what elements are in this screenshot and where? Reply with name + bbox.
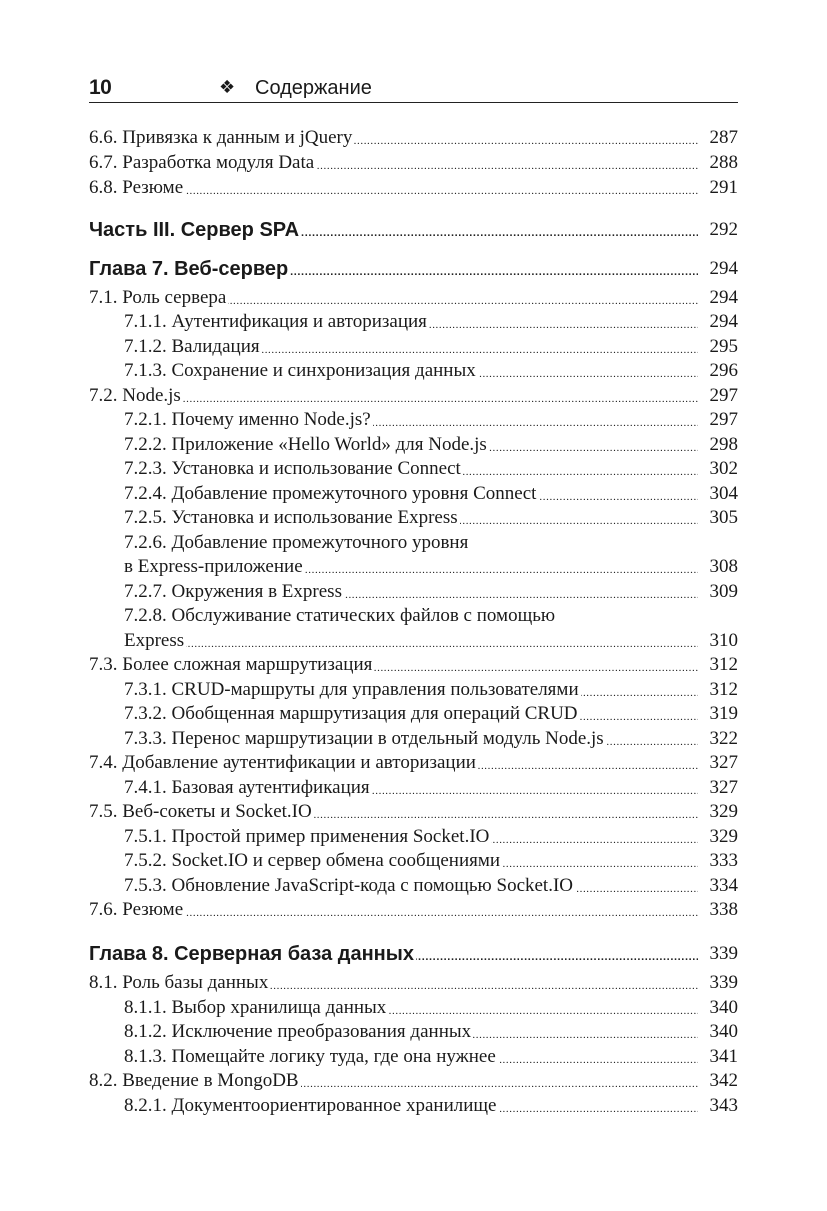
- toc-page-number: 312: [700, 653, 738, 677]
- toc-entry[interactable]: [89, 751, 738, 775]
- toc-subentry-line1[interactable]: 7.2.6. Добавление промежуточного уровня: [124, 532, 469, 553]
- toc-label: [124, 506, 698, 530]
- toc-entry[interactable]: [89, 653, 738, 677]
- toc-page-number: 297: [700, 384, 738, 408]
- toc-entry[interactable]: [89, 971, 738, 995]
- toc-chapter-heading[interactable]: [89, 257, 738, 281]
- toc-subentry[interactable]: [89, 1020, 738, 1044]
- toc-subentry[interactable]: [89, 433, 738, 457]
- toc-page-number: 296: [700, 359, 738, 383]
- toc-label: [124, 727, 698, 751]
- toc-page-number: 304: [700, 482, 738, 506]
- toc-page-number: 339: [700, 971, 738, 995]
- toc-subentry-line1[interactable]: 7.2.8. Обслуживание статических файлов с помощью: [124, 605, 556, 626]
- toc-page-number: 312: [700, 678, 738, 702]
- toc-subentry[interactable]: [89, 482, 738, 506]
- toc-label-text: в Express-приложение: [124, 556, 303, 577]
- toc-label-text: 7.4. Добавление аутентификации и авторизации: [89, 752, 476, 773]
- toc-subentry[interactable]: [89, 629, 738, 653]
- toc-label: [124, 629, 698, 653]
- toc-label-text: Глава 7. Веб-сервер: [89, 258, 289, 280]
- toc-label-text: 8.1.2. Исключение преобразования данных: [124, 1021, 472, 1042]
- toc-page-number: 327: [700, 776, 738, 800]
- toc-label-text: 8.1.3. Помещайте логику туда, где она нужнее: [124, 1046, 496, 1067]
- toc-label-text: 8.1. Роль базы данных: [89, 972, 269, 993]
- toc-label-text: 7.3. Более сложная маршрутизация: [89, 654, 373, 675]
- toc-label-text: Часть III. Сервер SPA: [89, 219, 300, 241]
- toc-subentry[interactable]: [89, 408, 738, 432]
- toc-page-number: 287: [700, 126, 738, 150]
- toc-label: [124, 408, 698, 432]
- toc-entry[interactable]: [89, 800, 738, 824]
- toc-page-number: 291: [700, 176, 738, 200]
- toc-label: [89, 942, 698, 966]
- toc-label: [124, 555, 698, 579]
- toc-label-text: 8.2.1. Документоориентированное хранилище: [124, 1095, 497, 1116]
- toc-label: [124, 996, 698, 1020]
- toc-label-text: 6.8. Резюме: [89, 177, 184, 198]
- toc-page-number: 329: [700, 800, 738, 824]
- toc-label-text: 7.2.4. Добавление промежуточного уровня Connect: [124, 483, 537, 504]
- toc-page-number: 339: [700, 942, 738, 966]
- toc-page-number: 327: [700, 751, 738, 775]
- toc-label-text: 6.6. Привязка к данным и jQuery: [89, 127, 353, 148]
- four-diamond-ornament-icon: ❖: [219, 77, 236, 97]
- toc-entry[interactable]: [89, 176, 738, 200]
- toc-entry[interactable]: [89, 898, 738, 922]
- toc-label-text: 7.1.2. Валидация: [124, 336, 260, 357]
- toc-page-number: 308: [700, 555, 738, 579]
- toc-page-number: 334: [700, 874, 738, 898]
- toc-label: [89, 151, 698, 175]
- toc-label: [89, 218, 698, 242]
- toc-label-text: 7.5.2. Socket.IO и сервер обмена сообщениями: [124, 850, 501, 871]
- toc-page-number: 319: [700, 702, 738, 726]
- toc-subentry[interactable]: [89, 506, 738, 530]
- toc-entry[interactable]: [89, 151, 738, 175]
- toc-page-number: 322: [700, 727, 738, 751]
- toc-subentry[interactable]: [89, 776, 738, 800]
- toc-label: [124, 457, 698, 481]
- toc-label: [89, 653, 698, 677]
- toc-label: [124, 1045, 698, 1069]
- toc-label-text: 7.3.3. Перенос маршрутизации в отдельный модуль Node.js: [124, 728, 604, 749]
- toc-label-text: 7.5.3. Обновление JavaScript-кода с помощью Socket.IO: [124, 875, 574, 896]
- toc-page-number: 310: [700, 629, 738, 653]
- toc-subentry[interactable]: [89, 702, 738, 726]
- toc-page-number: 329: [700, 825, 738, 849]
- toc-page-number: 298: [700, 433, 738, 457]
- toc-label: [89, 176, 698, 200]
- toc-label: [89, 971, 698, 995]
- toc-label: [89, 384, 698, 408]
- toc-label-text: 7.2. Node.js: [89, 385, 181, 406]
- toc-label: [124, 1020, 698, 1044]
- toc-page-number: 302: [700, 457, 738, 481]
- toc-label: [89, 257, 698, 281]
- toc-page-number: 297: [700, 408, 738, 432]
- toc-label-text: 7.2.3. Установка и использование Connect: [124, 458, 461, 479]
- toc-subentry[interactable]: [89, 996, 738, 1020]
- toc-label-text: 7.1.3. Сохранение и синхронизация данных: [124, 360, 476, 381]
- toc-label: [124, 702, 698, 726]
- toc-label-text: 7.2.1. Почему именно Node.js?: [124, 409, 371, 430]
- toc-subentry[interactable]: [89, 310, 738, 334]
- toc-subentry[interactable]: [89, 555, 738, 579]
- toc-page-number: 341: [700, 1045, 738, 1069]
- toc-page-number: 340: [700, 1020, 738, 1044]
- toc-page-number: 333: [700, 849, 738, 873]
- toc-label-text: Глава 8. Серверная база данных: [89, 943, 414, 965]
- toc-part-heading[interactable]: [89, 218, 738, 242]
- toc-label-text: 7.3.2. Обобщенная маршрутизация для операций CRUD: [124, 703, 578, 724]
- toc-label-text: 7.4.1. Базовая аутентификация: [124, 777, 370, 798]
- toc-subentry[interactable]: [89, 1045, 738, 1069]
- toc-page-number: 340: [700, 996, 738, 1020]
- toc-page-number: 342: [700, 1069, 738, 1093]
- toc-entry[interactable]: [89, 286, 738, 310]
- toc-label-text: 6.7. Разработка модуля Data: [89, 152, 315, 173]
- toc-label-text: 7.5.1. Простой пример применения Socket.IO: [124, 826, 490, 847]
- toc-label: [124, 482, 698, 506]
- toc-label: [124, 310, 698, 334]
- toc-label: [124, 678, 698, 702]
- toc-label-text: 8.2. Введение в MongoDB: [89, 1070, 299, 1091]
- toc-label-text: 7.3.1. CRUD-маршруты для управления пользователями: [124, 679, 579, 700]
- toc-label-text: 7.1.1. Аутентификация и авторизация: [124, 311, 427, 332]
- toc-label: [124, 776, 698, 800]
- toc-label: [124, 1094, 698, 1118]
- toc-subentry[interactable]: [89, 727, 738, 751]
- toc-subentry[interactable]: [89, 359, 738, 383]
- toc-label: [89, 286, 698, 310]
- toc-page-number: 294: [700, 257, 738, 281]
- toc-subentry[interactable]: [89, 457, 738, 481]
- toc-label: [124, 849, 698, 873]
- toc-page-number: 305: [700, 506, 738, 530]
- toc-page-number: 294: [700, 310, 738, 334]
- toc-label: [124, 825, 698, 849]
- toc-label-text: 7.5. Веб-сокеты и Socket.IO: [89, 801, 312, 822]
- toc-page-number: 292: [700, 218, 738, 242]
- toc-label: [89, 800, 698, 824]
- toc-subentry[interactable]: [89, 874, 738, 898]
- toc-label: [89, 126, 698, 150]
- toc-label: [89, 1069, 698, 1093]
- toc-label: [124, 335, 698, 359]
- toc-page-number: 309: [700, 580, 738, 604]
- toc-label-text: 7.1. Роль сервера: [89, 287, 227, 308]
- toc-label: [89, 898, 698, 922]
- toc-subentry[interactable]: [89, 678, 738, 702]
- toc-entry[interactable]: [89, 126, 738, 150]
- toc-page-number: 288: [700, 151, 738, 175]
- toc-label: [124, 359, 698, 383]
- toc-label-text: 7.2.5. Установка и использование Express: [124, 507, 458, 528]
- toc-label: [124, 580, 698, 604]
- toc-label: [124, 433, 698, 457]
- toc-entry[interactable]: [89, 1069, 738, 1093]
- header-title: Содержание: [255, 77, 372, 99]
- toc-subentry[interactable]: [89, 1094, 738, 1118]
- toc-subentry[interactable]: [89, 335, 738, 359]
- toc-subentry[interactable]: [89, 849, 738, 873]
- toc-page-number: 338: [700, 898, 738, 922]
- toc-subentry[interactable]: [89, 825, 738, 849]
- toc-label-text: 7.2.7. Окружения в Express: [124, 581, 342, 602]
- page-number: 10: [89, 76, 112, 99]
- toc-subentry[interactable]: [89, 580, 738, 604]
- toc-page-number: 294: [700, 286, 738, 310]
- toc-label-text: 7.2.2. Приложение «Hello World» для Node.js: [124, 434, 487, 455]
- toc-page-number: 295: [700, 335, 738, 359]
- toc-label-text: Express: [124, 630, 185, 651]
- toc-label-text: 7.6. Резюме: [89, 899, 184, 920]
- toc-chapter-heading[interactable]: [89, 942, 738, 966]
- toc-label-text: 8.1.1. Выбор хранилища данных: [124, 997, 387, 1018]
- running-header: [89, 74, 738, 103]
- toc-label: [89, 751, 698, 775]
- toc-entry[interactable]: [89, 384, 738, 408]
- toc-page-number: 343: [700, 1094, 738, 1118]
- toc-label: [124, 874, 698, 898]
